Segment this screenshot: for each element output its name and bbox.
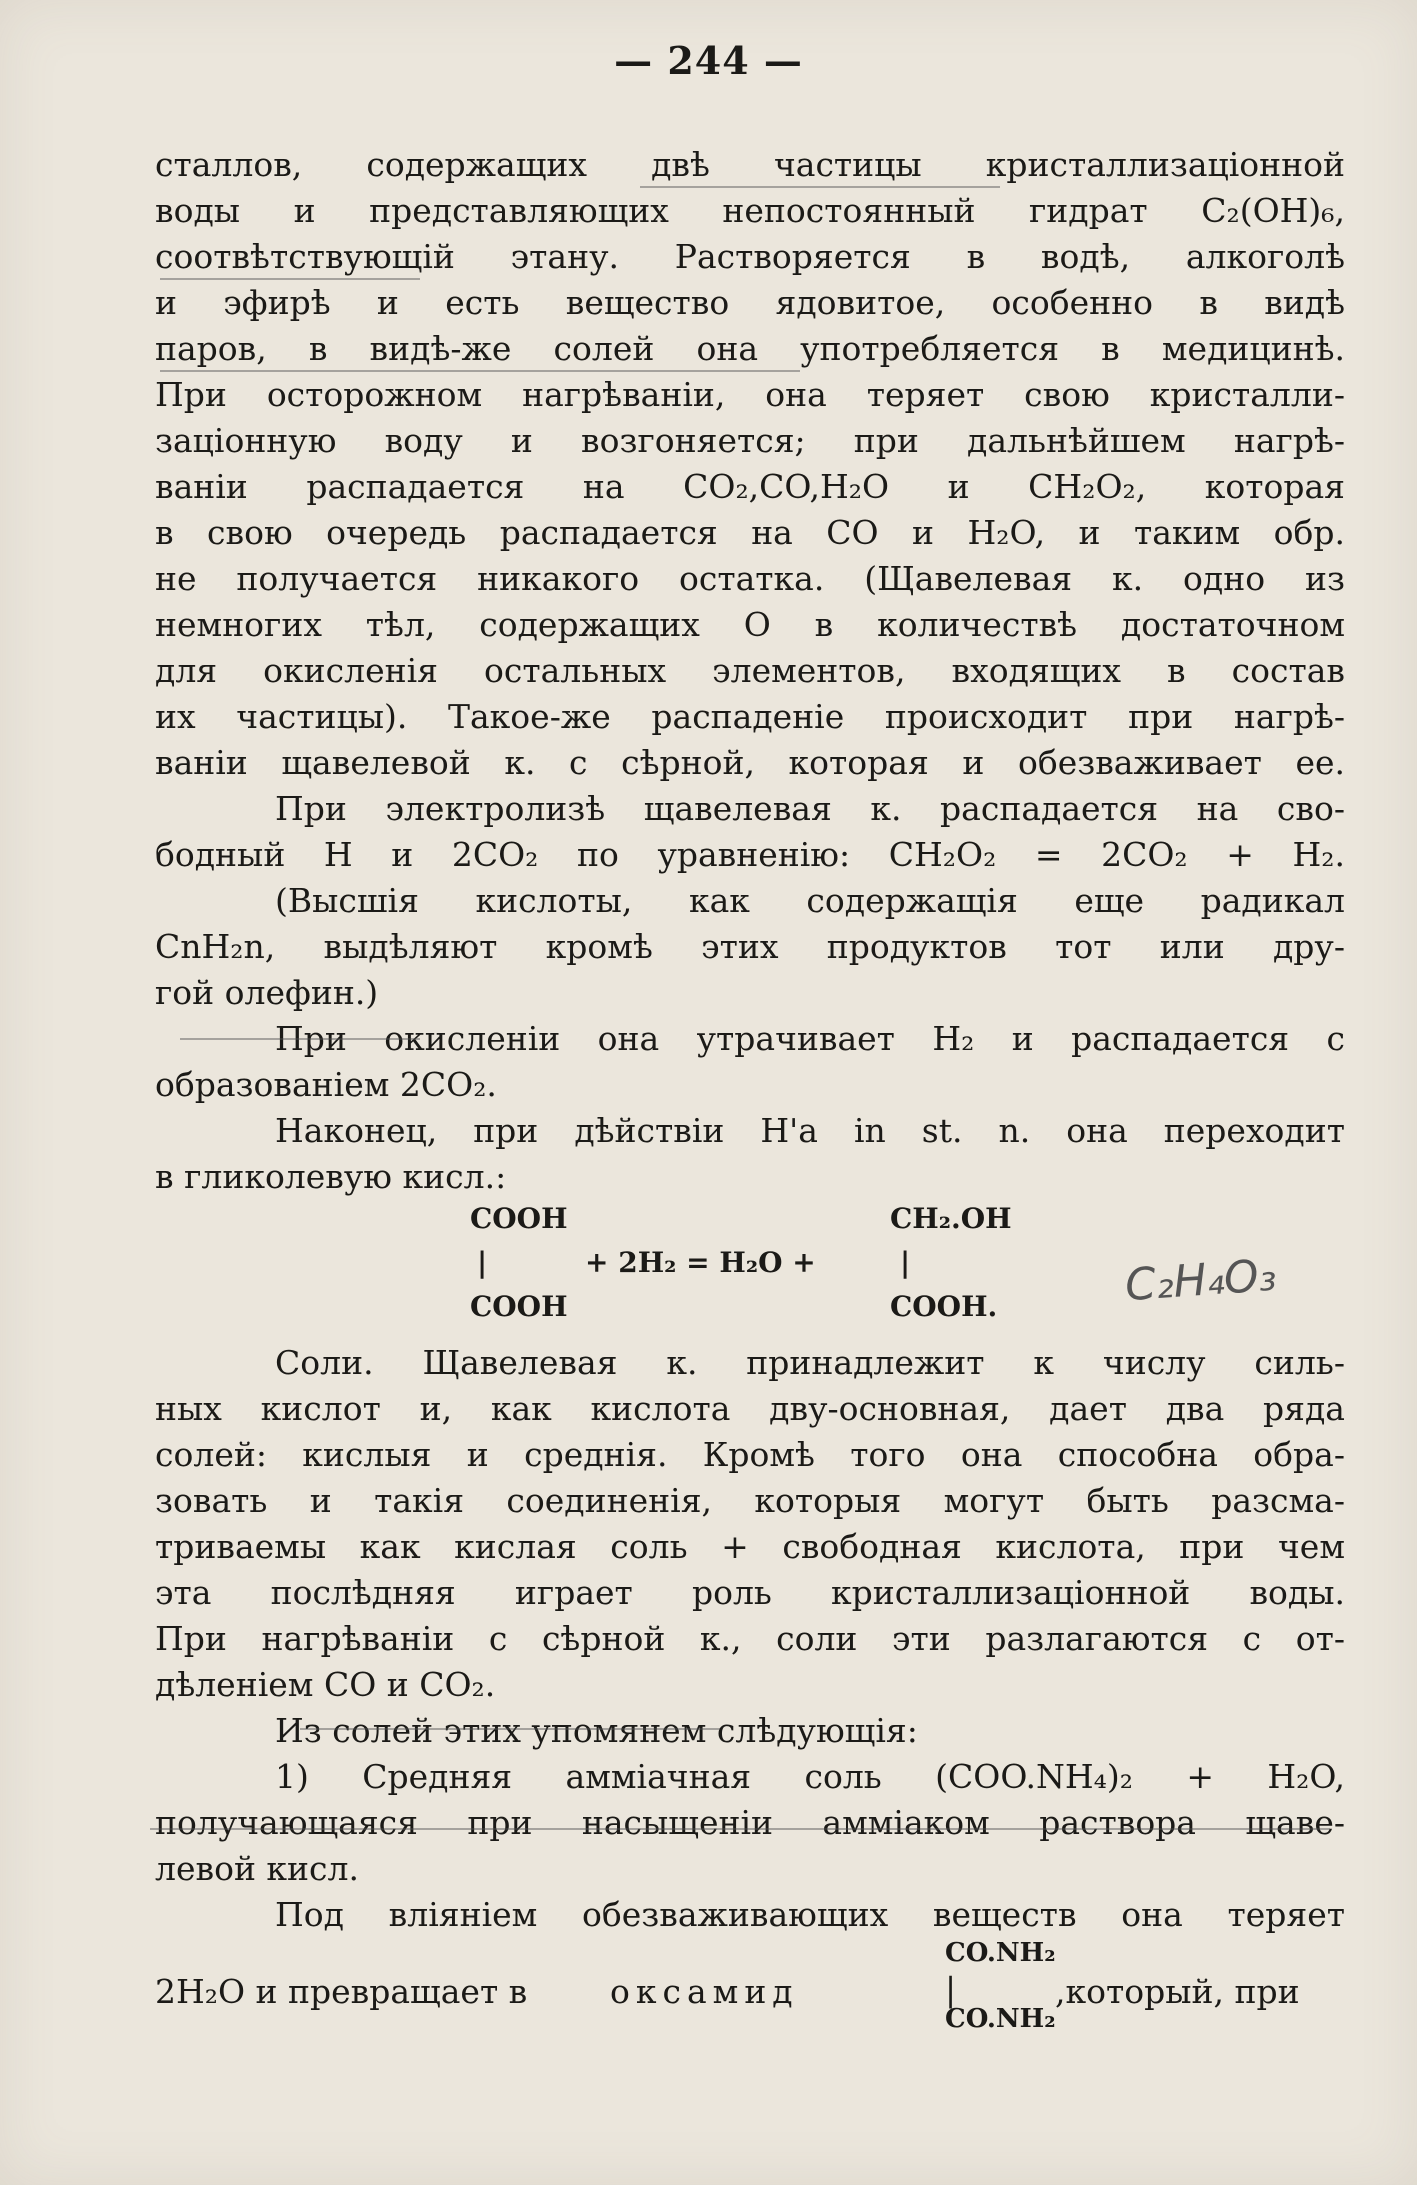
text-line: бодный H и 2CO₂ по уравненію: CH₂O₂ = 2CO₂ + H₂. [155,835,1345,874]
text-line: левой кисл. [155,1849,359,1888]
text-line: их частицы). Такое-же распаденіе происходит при нагрѣ- [155,697,1345,736]
text-line: При окисленіи она утрачивает H₂ и распадается с [275,1019,1345,1058]
formula-left-bar: | [477,1246,488,1279]
text-line: в свою очередь распадается на CO и H₂O, и таким обр. [155,513,1345,552]
text-line: триваемы как кислая соль + свободная кислота, при чем [155,1527,1345,1566]
text-line: образованіем 2CO₂. [155,1065,497,1104]
pencil-mark [300,1728,720,1730]
text-line: и эфирѣ и есть вещество ядовитое, особенно в видѣ [155,283,1345,322]
text-line: зовать и такія соединенія, которыя могут быть разсма- [155,1481,1345,1520]
text-line: При осторожном нагрѣваніи, она теряет свою кристалли- [155,375,1345,414]
handwritten-note: C₂H₄O₃ [1123,1249,1278,1312]
text-line: ваніи щавелевой к. с сѣрной, которая и обезваживает ее. [155,743,1345,782]
text-line: ваніи распадается на CO₂,CO,H₂O и CH₂O₂, которая [155,467,1345,506]
text-line: немногих тѣл, содержащих O в количествѣ достаточном [155,605,1345,644]
page-number: — 244 — [614,38,803,83]
oxamide-prefix: 2H₂O и превращает в [155,1972,528,2011]
text-line: соотвѣтствующій этану. Растворяется в водѣ, алкоголѣ [155,237,1345,276]
text-line: воды и представляющих непостоянный гидрат C₂(OH)₆, [155,191,1345,230]
formula-left-bottom: COOH [470,1290,568,1323]
formula-left-top: COOH [470,1202,568,1235]
oxamide-top: CO.NH₂ [945,1938,1056,1968]
text-line: в гликолевую кисл.: [155,1157,507,1196]
pencil-mark [180,1038,420,1040]
text-line: не получается никакого остатка. (Щавелевая к. одно из [155,559,1345,598]
text-line: сталлов, содержащих двѣ частицы кристаллизаціонной [155,145,1345,184]
oxamide-bar: | [945,1970,957,2009]
pencil-mark [150,1828,1330,1830]
text-line: эта послѣдняя играет роль кристаллизаціонной воды. [155,1573,1345,1612]
text-line: заціонную воду и возгоняется; при дальнѣйшем нагрѣ- [155,421,1345,460]
pencil-mark [640,186,1000,188]
formula-right-bottom: COOH. [890,1290,998,1323]
oxamide-line [155,1938,1345,2034]
formula-middle: + 2H₂ = H₂O + [585,1246,816,1279]
text-line: получающаяся при насыщеніи амміаком раствора щаве- [155,1803,1345,1842]
text-line: Под вліяніем обезваживающих веществ она теряет [275,1895,1345,1934]
text-line: Из солей этих упомянем слѣдующія: [275,1711,918,1750]
pencil-mark [160,278,420,280]
text-line: При нагрѣваніи с сѣрной к., соли эти разлагаются с от- [155,1619,1345,1658]
text-line: гой олефин.) [155,973,379,1012]
text-line: Соли. Щавелевая к. принадлежит к числу силь- [275,1343,1345,1382]
text-line: для окисленія остальных элементов, входящих в состав [155,651,1345,690]
pencil-mark [160,370,800,372]
text-line: При электролизѣ щавелевая к. распадается на сво- [275,789,1345,828]
text-line: 1) Средняя амміачная соль (COO.NH₄)₂ + H₂O, [275,1757,1345,1796]
oxamide-term: оксамид [610,1972,799,2011]
text-line: Наконец, при дѣйствіи H'a in st. n. она переходит [275,1111,1345,1150]
formula-right-bar: | [900,1246,911,1279]
formula-right-top: CH₂.OH [890,1202,1012,1235]
text-line: CnH₂n, выдѣляют кромѣ этих продуктов тот или дру- [155,927,1345,966]
text-line: паров, в видѣ-же солей она употребляется в медицинѣ. [155,329,1345,368]
oxamide-bottom: CO.NH₂ [945,2004,1056,2034]
text-line: солей: кислыя и среднія. Кромѣ того она способна обра- [155,1435,1345,1474]
text-line: (Высшія кислоты, как содержащія еще радикал [275,881,1345,920]
text-line: дѣленіем CO и CO₂. [155,1665,496,1704]
body-text [155,142,1345,2034]
oxamide-suffix: ,который, при [1055,1972,1300,2011]
text-line: ных кислот и, как кислота дву-основная, дает два ряда [155,1389,1345,1428]
